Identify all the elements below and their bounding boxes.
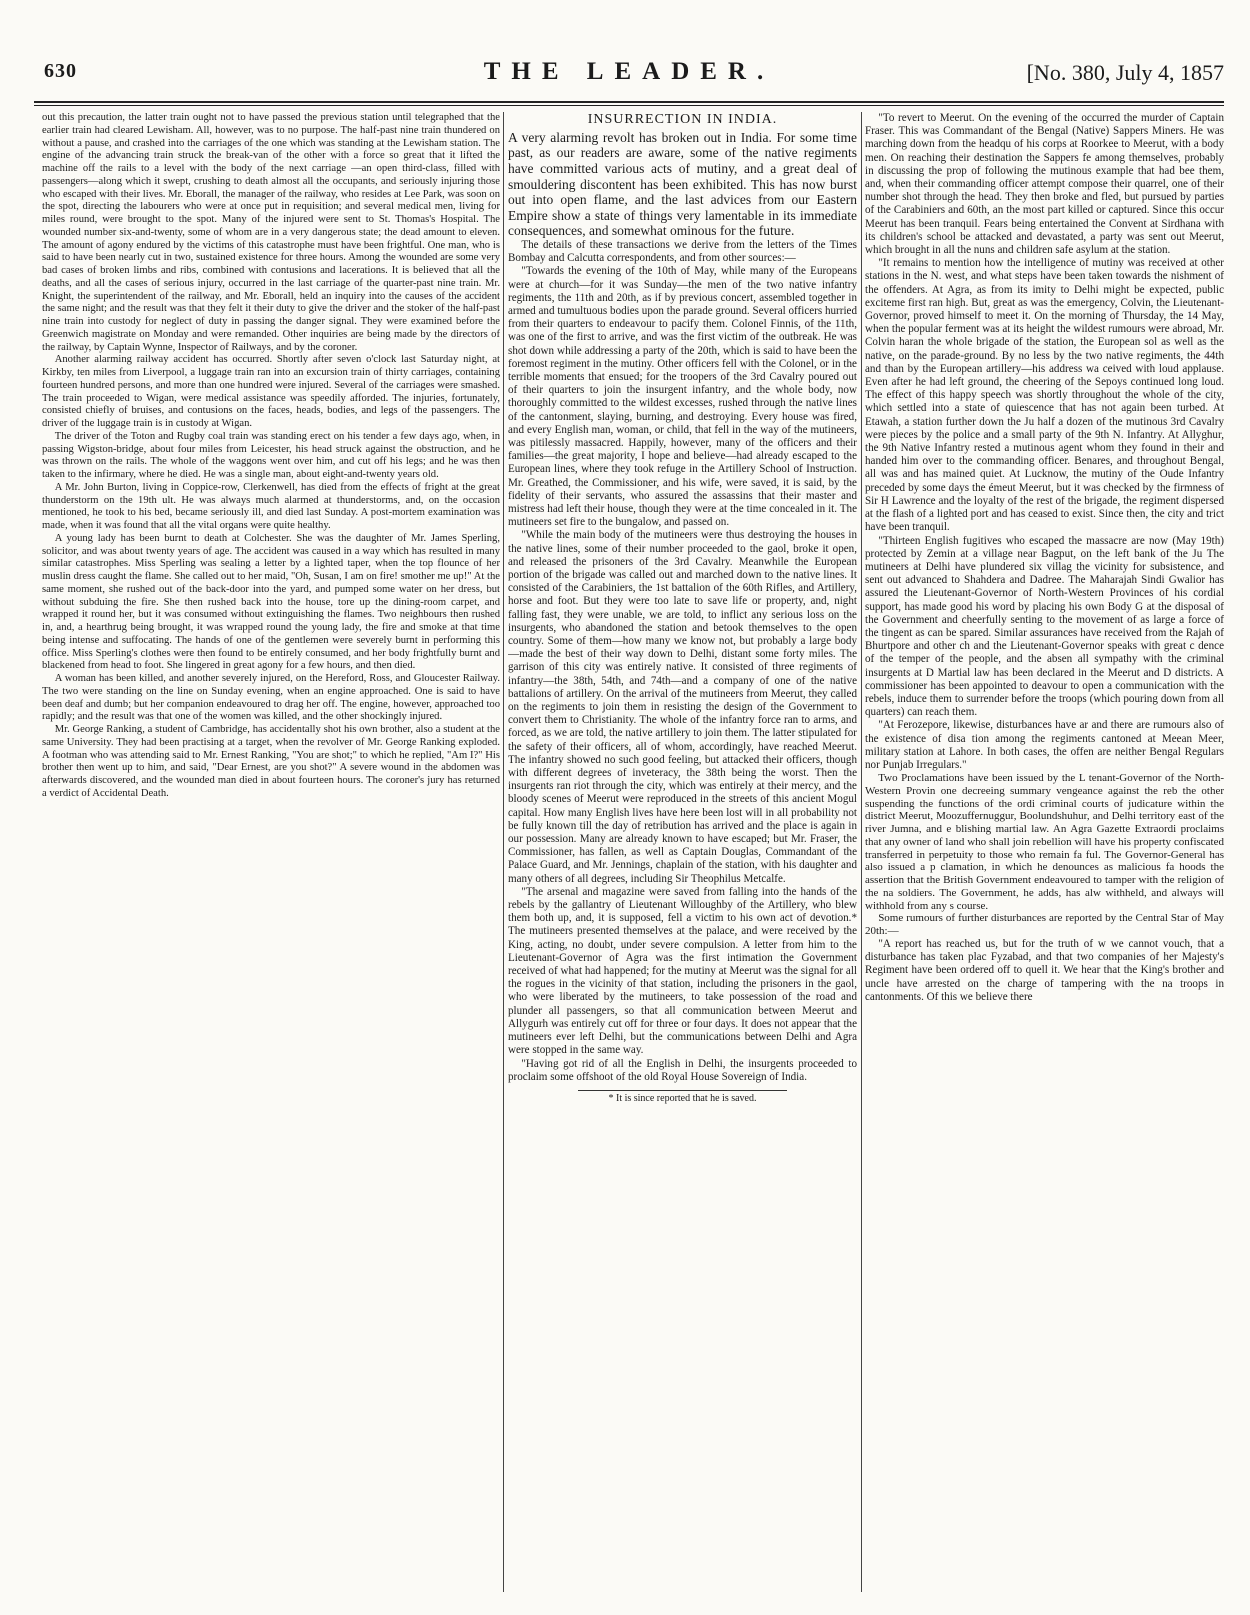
issue-info: [No. 380, July 4, 1857 — [1026, 60, 1224, 85]
article-paragraph: "A report has reached us, but for the truth of w we cannot vouch, that a disturbance has taken plac Fyzabad, and that two companies of her Majesty's Regiment have been ordered off to quell it. We hear that the King's brother and uncle have arrested on the charge of tampering with the na troops in cantonments. Of this we believe there — [865, 937, 1224, 1003]
column-divider — [503, 112, 504, 1592]
column-1 — [42, 112, 500, 1592]
article-paragraph: out this precaution, the latter train ought not to have passed the previous station until telegraphed that the earlier train had cleared Lewisham. All, however, was to no purpose. The half-past nine train thundered on without a pause, and crashed into the carriages of the one which was standing at the Lewisham station. The engine of the advancing train struck the break-van of the other with a force so great that it lifted the machine off the rails to a level with the body of the next carriage —an open third-class, filled with passengers—along which it swept, crushing to death almost all the occupants, and seriously injuring those who escaped with their lives. Mr. Eborall, the manager of the railway, who resides at Lee Park, was soon on the spot, directing the labourers who were at once put in requisition; and several medical men, living for miles round, were brought to the spot. Many of the injured were sent to St. Thomas's Hospital. The wounded number six-and-twenty, some of whom are in a very dangerous state; the dead amount to eleven. The amount of agony endured by the victims of this catastrophe must have been frightful. One man, who is said to have been nearly cut in two, sustained existence for three hours. Among the wounded are some very bad cases of broken limbs and ribs, combined with contusions and lacerations. It is believed that all the deaths, and all the cases of serious injury, occurred in the last carriage of the quarter-past nine train. Mr. Knight, the superintendent of the railway, and Mr. Eborall, held an inquiry into the causes of the accident the same night; and the result was that they felt it their duty to give the driver and the stoker of the half-past nine train into custody for neglect of duty in passing the danger signal. They were examined before the Greenwich magistrate on Monday and were remanded. Other inquiries are being made by the directors of the railway, by Captain Wynne, Inspector of Railways, and by the coroner. — [42, 112, 500, 353]
article-heading: INSURRECTION IN INDIA. — [587, 112, 778, 127]
article-paragraph: Some rumours of further disturbances are reported by the Central Star of May 20th:— — [865, 912, 1224, 938]
header-rule-thin — [34, 105, 1224, 106]
masthead-title: THE LEADER. — [483, 58, 775, 85]
header-rule — [34, 101, 1224, 103]
article-paragraph: "Thirteen English fugitives who escaped the massacre are now (May 19th) protected by Zemin at a village near Bagput, on the left bank of the Ju The mutineers at Delhi have plundered six villag the vicinity for subsistence, and sent out advanced to Shahdera and Dadree. The Maharajah Sindi Gwalior has assured the Lieutenant-Governor of North-Western Provinces of his cordial support, has made good his word by placing his own Body G at the disposal of the Government and cheerfully senting to the movement of as large a force of the tingent as can be spared. Similar assurances have received from the Rajah of Bhurtpore and other ch and the Lieutenant-Governor speaks with great c dence of the temper of the people, and the absen all sympathy with the criminal insurgents at D Martial law has been declared in the Meerut and D districts. A commissioner has been appointed to deavour to open a communication with the rebels, induce them to surrender before the troops (which pouring down from all quarters) can reach them. — [865, 534, 1224, 719]
footnote: * It is since reported that he is saved. — [608, 1092, 757, 1104]
article-paragraph: A Mr. John Burton, living in Coppice-row, Clerkenwell, has died from the effects of fright at the great thunderstorm on the 19th ult. He was always much alarmed at thunderstorms, and, on the occasion mentioned, he took to his bed, became seriously ill, and died last Sunday. A post-mortem examination was made, when it was found that all the vital organs were quite healthy. — [42, 481, 500, 531]
article-paragraph: "Having got rid of all the English in Delhi, the insurgents proceeded to proclaim some offshoot of the old Royal House Sovereign of India. — [508, 1057, 857, 1083]
footnote-rule — [578, 1090, 787, 1091]
article-paragraph: Mr. George Ranking, a student of Cambridge, has accidentally shot his own brother, also a student at the same University. They had been practising at a target, when the revolver of Mr. George Ranking exploded. A footman who was attending said to Mr. Ernest Ranking, "You are shot;" to which he replied, "Am I?" His brother then went up to him, and said, "Dear Ernest, are you shot?" A severe wound in the abdomen was afterwards discovered, and the wounded man died in about fourteen hours. The coroner's jury has returned a verdict of Accidental Death. — [42, 724, 500, 799]
article-paragraph: "While the main body of the mutineers were thus destroying the houses in the native lines, some of their number proceeded to the gaol, broke it open, and released the prisoners of the 3rd Cavalry. Meanwhile the European portion of the brigade was called out and marched down to the native lines. It consisted of the Carabiniers, the 1st battalion of the 60th Rifles, and Artillery, horse and foot. But they were too late to save life or property, and, night falling fast, they were unable, we are told, to inflict any serious loss on the insurgents, who abandoned the station and betook themselves to the open country. Some of them—how many we know not, but probably a large body—made the best of their way down to Delhi, distant some forty miles. The garrison of this city was entirely native. It consisted of three regiments of infantry—the 38th, 54th, and 74th—and a company of one of the native battalions of artillery. On the arrival of the mutineers from Meerut, they called on the regiments to join them in resisting the design of the Government to convert them to Christianity. The whole of the infantry force ran to arms, and forced, as we are told, the native artillery to join them. The latter stipulated for the safety of their officers, all of whom, accordingly, have reached Meerut. The infantry showed no such good feeling, but attacked their officers, though with different degrees of inveteracy, the 38th being the worst. Then the insurgents ran riot through the city, which was entirely at their mercy, and the bloody scenes of Meerut were reproduced in the streets of this ancient Mogul capital. How many English lives have here been lost will in all probability not be fully known till the day of retribution has arrived and the place is again in our possession. Many are already known to have escaped; but Mr. Fraser, the Commissioner, has fallen, as well as Captain Douglas, Commandant of the Palace Guard, and Mr. Jennings, chaplain of the station, with his daughter and many others of all degrees, including Sir Theophilus Metcalfe. — [508, 529, 857, 885]
article-paragraph: "It remains to mention how the intelligence of mutiny was received at other stations in the N. west, and what steps have been taken towards the nishment of the offenders. At Agra, as from its imity to Delhi might be expected, public exciteme first ran high. But, great as was the emergency, Colvin, the Lieutenant-Governor, proved himself to meet it. On the morning of Thursday, the 14 May, when the popular ferment was at its height the wildest rumours were abroad, Mr. Colvin haran the whole brigade of the station, the European sol as well as the native, on the parade-ground. By no less by the two native regiments, the 44th and than by the European artillery—his address wa ceived with loud applause. Even after he had left ground, the cheering of the Sepoys continued long loud. The effect of this happy speech was shortly throughout the whole of the city, which settled into a state of quiescence that has not again been turbed. At Etawah, a station further down the Ju half a dozen of the mutinous 3rd Cavalry were pieces by the police and a small party of the 9th N. Infantry. At Allyghur, the 9th Native Infantry rested a mutinous agent whom they found in their and handed him over to the commanding officer. Benares, and throughout Bengal, all was and has mained quiet. At Lucknow, the mutiny of the Oude Infantry preceded by some days the émeut Meerut, but it was checked by the firmness of Sir H Lawrence and the loyalty of the rest of the brigade, the regiment dispersed at the flash of a lighted port and has ceased to exist. Since then, the city and trict have been tranquil. — [865, 257, 1224, 534]
article-paragraph: "Towards the evening of the 10th of May, while many of the Europeans were at church—for it was Sunday—the men of the two native infantry regiments, the 11th and 20th, as if by previous concert, assembled together in armed and tumultuous bodies upon the parade ground. Several officers hurried from their quarters to endeavour to pacify them. Colonel Finnis, of the 11th, was one of the first to arrive, and was the first victim of the outbreak. He was shot down while addressing a party of the 20th, which is said to have been the foremost regiment in the mutiny. Other officers fell with the Colonel, or in the terrible moments that ensued; for the troopers of the 3rd Cavalry poured out of their quarters to join the insurgent infantry, and the whole body, now thoroughly committed to the wildest excesses, rushed through the native lines of the cantonment, slaying, burning, and destroying. Every house was fired, and every English man, woman, or child, that fell in the way of the mutineers, was pitilessly massacred. Happily, however, many of the officers and their families—the great majority, I hope and believe—had already escaped to the European lines, where they took refuge in the Artillery School of Instruction. Mr. Greathed, the Commissioner, and his wife, were saved, it is said, by the fidelity of their servants, who assured the assassins that their master and mistress had left their house, though they were at the time concealed in it. The mutineers set fire to the bungalow, and passed on. — [508, 265, 857, 529]
column-2 — [508, 112, 857, 1592]
article-paragraph: "At Ferozepore, likewise, disturbances have ar and there are rumours also of the existence of disa tion among the regiments cantoned at Meean Meer, military station at Lahore. In both cases, the offen are neither Bengal Regulars nor Punjab Irregulars." — [865, 719, 1224, 771]
article-paragraph: Two Proclamations have been issued by the L tenant-Governor of the North-Western Provin one decreeing summary vengeance against the reb the other suspending the functions of the ordi criminal courts of judicature within the district Meerut, Moozuffernuggur, Boolundshuhur, and Delhi territory east of the river Jumna, and e blishing martial law. An Agra Gazette Extraordi proclaims that any owner of land who shall join rebellion will have his property confiscated transferred in perpetuity to those who remain fa ful. The Governor-General has also issued a p clamation, in which he denounces as malicious fa hoods the assertion that the British Government endeavoured to tamper with the religion of the na soldiers. The Government, he adds, has alw withheld, and always will withhold from any s course. — [865, 772, 1224, 912]
article-paragraph: "The arsenal and magazine were saved from falling into the hands of the rebels by the gallantry of Lieutenant Willoughby of the Artillery, who blew them both up, and, it is supposed, fell a victim to his own act of devotion.* The mutineers presented themselves at the palace, and were received by the King, acting, no doubt, under severe compulsion. A letter from him to the Lieutenant-Governor of Agra was the first intimation the Government received of what had happened; for the mutiny at Meerut was the signal for all the rogues in the vicinity of that station, including the prisoners in the gaol, who were liberated by the mutineers, to take possession of the road and plunder all passengers, so that all communication between Meerut and Allygurh was entirely cut off for three or four days. It does not appear that the mutineers ever left Delhi, but the communications between Delhi and Agra were stopped in the same way. — [508, 885, 857, 1057]
column-3 — [865, 112, 1224, 1592]
article-paragraph: "To revert to Meerut. On the evening of the occurred the murder of Captain Fraser. This was Commandant of the Bengal (Native) Sappers Miners. He was marching down from the headqu of his corps at Roorkee to Meerut, with a body men. On reaching their destination the Sappers fe among themselves, probably in discussing the prop of following the mutinous example that had bee them, and, when their commanding officer attempt compose their quarrel, one of their number shot through the head. They then broke and fled, but pursued by parties of the Carabiniers and 60th, an the most part killed or captured. Since this occur Meerut has been tranquil. Fears being entertained the Convent at Sirdhana with its children's school be attacked and devastated, a party was sent out Meerut, which brought in all the nuns and children safe asylum at the station. — [865, 112, 1224, 257]
article-paragraph: The driver of the Toton and Rugby coal train was standing erect on his tender a few days ago, when, in passing Wigston-bridge, about four miles from Leicester, his head struck against the obstruction, and he was thrown on the rails. The whole of the waggons went over him, and cut off his legs; and he was then taken to the infirmary, where he died. He was a single man, about eight-and-twenty years old. — [42, 430, 500, 480]
article-paragraph: A young lady has been burnt to death at Colchester. She was the daughter of Mr. James Sperling, solicitor, and was about twenty years of age. The accident was caused in a way which has resulted in many similar catastrophes. Miss Sperling was sealing a letter by a lighted taper, when the top flounce of her muslin dress caught the flame. She called out to her maid, "Oh, Susan, I am on fire! smother me up!" At the same moment, she rushed out of the back-door into the yard, and pumped some water on her dress, but without subduing the fire. She then rushed back into the house, tore up the dining-room carpet, and wrapped it round her, but it was consumed without extinguishing the flames. Two neighbours then rushed in, and, a hearthrug being brought, it was wrapped round the young lady, the fire and smoke at that time being intense and suffocating. The hands of one of the gentlemen were severely burnt in performing this office. Miss Sperling's clothes were then found to be entirely consumed, and her body frightfully burnt and blackened from head to foot. She lingered in great agony for a few hours, and then died. — [42, 532, 500, 672]
column-divider — [861, 112, 862, 1592]
article-paragraph: The details of these transactions we derive from the letters of the Times Bombay and Calcutta correspondents, and from other sources:— — [508, 238, 857, 265]
article-paragraph: A woman has been killed, and another severely injured, on the Hereford, Ross, and Gloucester Railway. The two were standing on the line on Sunday evening, when an engine approached. One is said to have been deaf and dumb; but her companion endeavoured to drag her off. The engine, however, approached too rapidly; and the result was that one of the women was killed, and the other shockingly injured. — [42, 673, 500, 723]
page-header — [34, 50, 1224, 98]
article-lead: A very alarming revolt has broken out in India. For some time past, as our readers are aware, some of the native regiments have committed various acts of mutiny, and a great deal of smouldering discontent has been exhibited. This has now burst out into open flame, and the last advices from our Eastern Empire show a state of things very lamentable in its immediate consequences, and somewhat ominous for the future. — [508, 129, 857, 239]
page-number: 630 — [44, 60, 77, 82]
article-paragraph: Another alarming railway accident has occurred. Shortly after seven o'clock last Saturday night, at Kirkby, ten miles from Liverpool, a luggage train ran into an excursion train of thirty carriages, containing fourteen hundred persons, and more than one hundred were injured. Several of the carriages were smashed. The train proceeded to Wigan, were medical assistance was speedily afforded. The injuries, fortunately, consisted chiefly of bruises, and contusions on the faces, heads, bodies, and legs of the passengers. The driver of the luggage train is in custody at Wigan. — [42, 354, 500, 429]
